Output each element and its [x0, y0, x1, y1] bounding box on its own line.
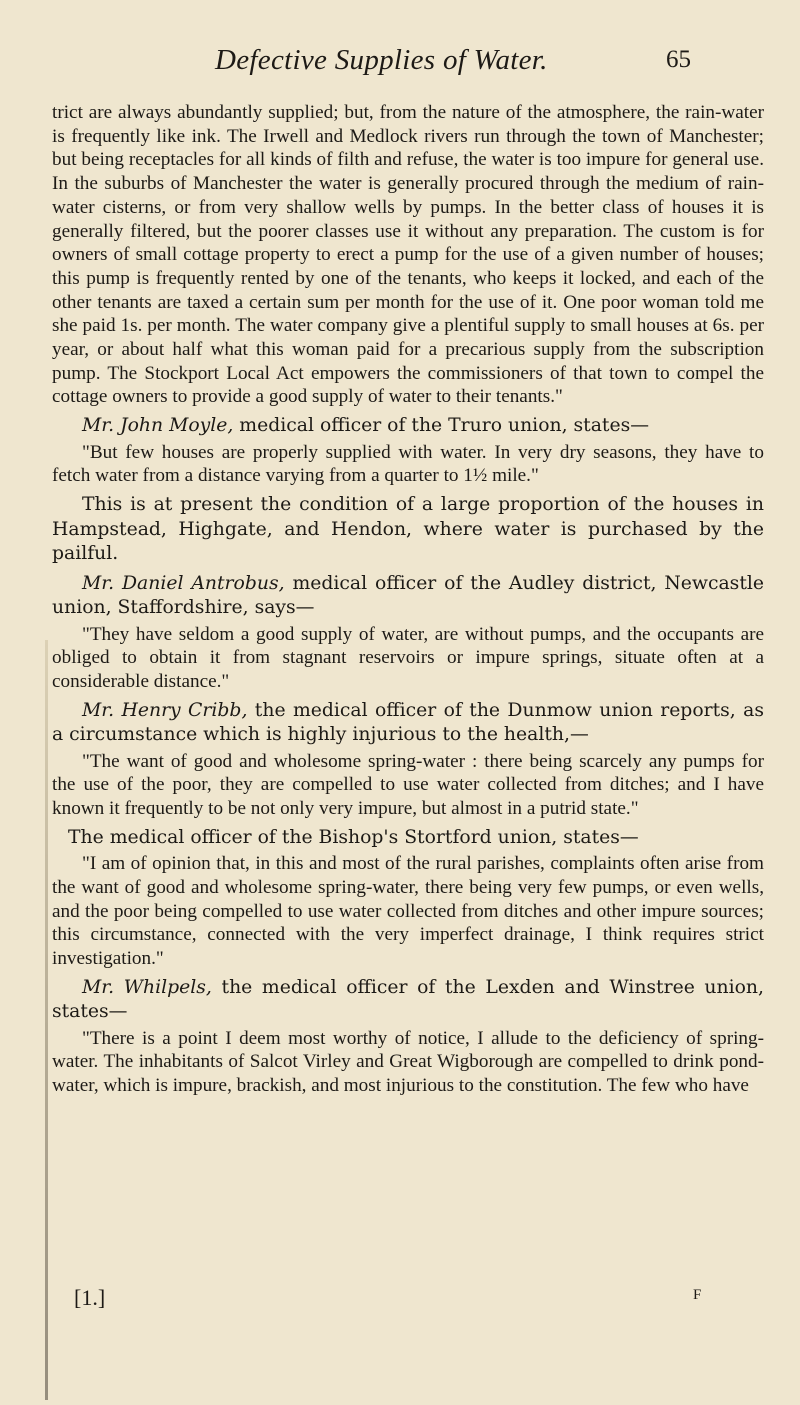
officer-intro-moyle [52, 414, 764, 439]
quote-lexden: "There is a point I deem most worthy of notice, I allude to the deficiency of spring-water. The inhabitants of Salcot Virley and Great Wigborough are compelled to drink pond-water, which is impure, brackish, and most injurious to the constitution. The few who have [52, 1027, 764, 1097]
paragraph-hampstead: This is at present the condition of a large proportion of the houses in Hampstead, Highgate, and Hendon, where water is purchased by the pailful. [52, 494, 764, 565]
page-edge-shadow [45, 640, 48, 1400]
quote-stortford: "I am of opinion that, in this and most of the rural parishes, complaints often arise from the want of good and wholesome spring-water, there being very few pumps, or even wells, and the poor being compelled to use water collected from ditches and other impure sources; this circumstance, connected with the very imperfect drainage, I think requires strict investigation." [52, 853, 764, 970]
officer-statement: medical officer of the Truro union, states— [233, 415, 650, 437]
paragraph-manchester: trict are always abundantly supplied; but, from the nature of the atmosphere, the rain-water is frequently like ink. The Irwell and Medlock rivers run through the town of Manchester; but being receptacles for all kinds of filth and refuse, the water is too impure for general use. In the suburbs of Manchester the water is generally procured through the medium of rain-water cisterns, or from very shallow wells by pumps. In the better class of houses it is generally filtered, but the poorer classes use it without any preparation. The custom is for owners of small cottage property to erect a pump for the use of a given number of houses; this pump is frequently rented by one of the tenants, who keeps it locked, and each of the other tenants are taxed a certain sum per month for the use of it. One poor woman told me she paid 1s. per month. The water company give a plentiful supply to small houses at 6s. per year, or about half what this woman paid for a precarious supply from the subscription pump. The Stockport Local Act empowers the commissioners of that town to compel the cottage owners to provide a good supply of water to their tenants." [52, 102, 764, 408]
officer-statement: the medical officer of the Lexden and Winstree union, states— [52, 976, 765, 1023]
officer-intro-cribb [52, 699, 764, 748]
officer-name: Mr. Whilpels, [82, 976, 212, 998]
page-footer [52, 1285, 764, 1313]
officer-statement: the medical officer of the Dunmow union reports, as a circumstance which is highly injurious to the health,— [52, 699, 764, 746]
running-title: Defective Supplies of Water. [215, 44, 548, 76]
officer-name: Mr. John Moyle, [82, 415, 234, 437]
officer-name: Mr. Daniel Antrobus, [82, 572, 285, 594]
officer-intro-antrobus [52, 572, 764, 621]
officer-intro-whilpels [52, 976, 764, 1025]
signature-mark: [1.] [74, 1285, 106, 1310]
folio-letter: F [693, 1287, 702, 1303]
page-body [52, 101, 764, 1098]
page-number: 65 [666, 46, 691, 73]
officer-statement: medical officer of the Audley district, Newcastle union, Staffordshire, says— [52, 572, 764, 619]
quote-dunmow: "The want of good and wholesome spring-water : there being scarcely any pumps for the use of the poor, they are compelled to use water collected from ditches; and I have known it frequently to be not only very impure, but almost in a putrid state." [52, 750, 764, 820]
running-header [0, 44, 800, 84]
officer-statement: The medical officer of the Bishop's Stortford union, states— [68, 826, 639, 848]
quote-audley: "They have seldom a good supply of water, are without pumps, and the occupants are obliged to obtain it from stagnant reservoirs or impure springs, situate often at a considerable distance." [52, 623, 764, 692]
quote-truro: "But few houses are properly supplied with water. In very dry seasons, they have to fetch water from a distance varying from a quarter to 1½ mile." [52, 441, 764, 487]
officer-name: Mr. Henry Cribb, [82, 699, 248, 721]
officer-intro-stortford [52, 826, 764, 851]
